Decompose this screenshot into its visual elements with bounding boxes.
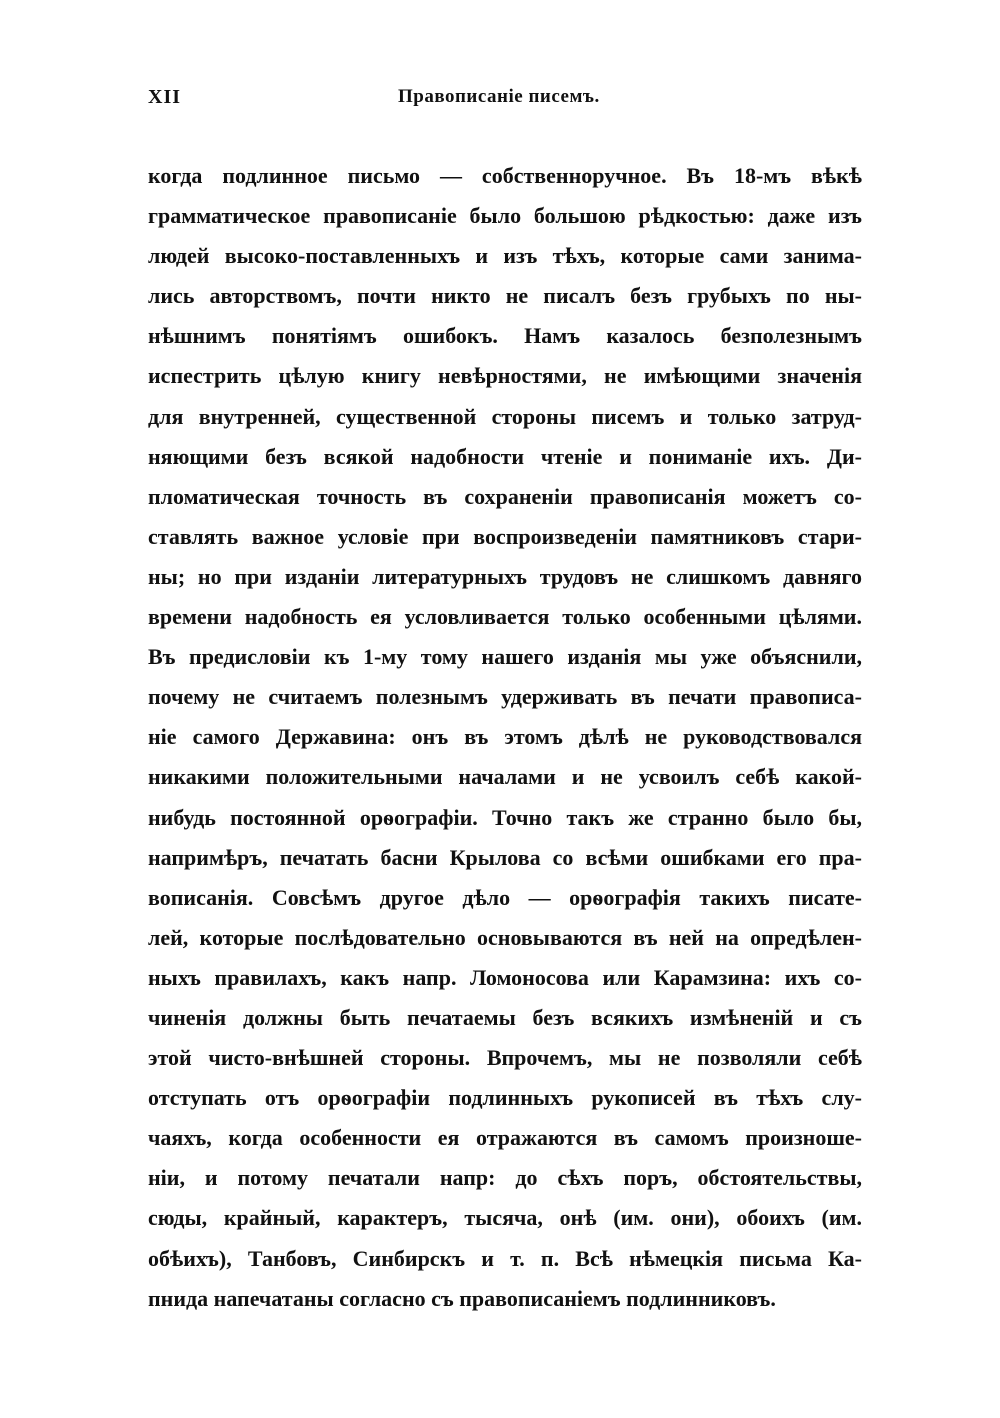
text-line: ніе самого Державина: онъ въ этомъ дѣлѣ не руководствовался [148, 724, 862, 750]
text-line: няющими безъ всякой надобности чтеніе и пониманіе ихъ. Ди- [148, 443, 862, 469]
page-number: XII [148, 86, 182, 108]
text-line: никакими положительными началами и не усвоилъ себѣ какой- [148, 764, 862, 790]
text-line: этой чисто-внѣшней стороны. Впрочемъ, мы не позволяли себѣ [148, 1045, 862, 1071]
text-line: лись авторствомъ, почти никто не писалъ безъ грубыхъ по ны- [148, 283, 862, 309]
text-line: вописанія. Совсѣмъ другое дѣло — орѳографія такихъ писате- [148, 884, 862, 910]
text-line: нѣшнимъ понятіямъ ошибокъ. Намъ казалось безполезнымъ [148, 323, 862, 349]
text-line: ставлять важное условіе при воспроизведеніи памятниковъ стари- [148, 523, 862, 549]
text-line: нибудь постоянной орѳографіи. Точно такъ же странно было бы, [148, 804, 862, 830]
text-line: лей, которые послѣдовательно основываются въ ней на опредѣлен- [148, 924, 862, 950]
text-line: пнида напечатаны согласно съ правописаніемъ подлинниковъ. [148, 1285, 776, 1311]
text-line: когда подлинное письмо — собственноручное. Въ 18-мъ вѣкѣ [148, 163, 862, 188]
text-line: времени надобность ея условливается только особенными цѣлями. [148, 604, 862, 630]
text-line: почему не считаемъ полезнымъ удерживать въ печати правописа- [148, 684, 862, 710]
text-line: пломатическая точность въ сохраненіи правописанія можетъ со- [148, 483, 862, 509]
running-head [148, 86, 858, 116]
text-line: напримѣръ, печатать басни Крылова со всѣми ошибками его пра- [148, 844, 862, 870]
text-line: людей высоко-поставленныхъ и изъ тѣхъ, которые сами занима- [148, 243, 862, 269]
text-line: ныхъ правилахъ, какъ напр. Ломоносова или Карамзина: ихъ со- [148, 964, 862, 990]
text-line: чиненія должны быть печатаемы безъ всякихъ измѣненій и съ [148, 1004, 862, 1030]
text-line: обѣихъ), Танбовъ, Синбирскъ и т. п. Всѣ нѣмецкія письма Ка- [148, 1245, 862, 1271]
text-line: ны; но при изданіи литературныхъ трудовъ не слишкомъ давняго [148, 563, 862, 589]
text-line: Въ предисловіи къ 1-му тому нашего изданія мы уже объяснили, [148, 644, 862, 670]
text-line: для внутренней, существенной стороны писемъ и только затруд- [148, 403, 862, 429]
body-text [148, 156, 862, 1319]
text-line: чаяхъ, когда особенности ея отражаются въ самомъ произноше- [148, 1125, 862, 1151]
text-line: ніи, и потому печатали напр: до сѣхъ поръ, обстоятельствы, [148, 1165, 862, 1191]
text-line: испестрить цѣлую книгу невѣрностями, не имѣющими значенія [148, 363, 862, 389]
text-line: грамматическое правописаніе было большою рѣдкостью: даже изъ [148, 203, 862, 229]
page-title: Правописаніе писемъ. [398, 86, 600, 107]
text-line: отступать отъ орѳографіи подлинныхъ рукописей въ тѣхъ слу- [148, 1085, 862, 1111]
text-line: сюды, крайный, карактеръ, тысяча, онѣ (им. они), обоихъ (им. [148, 1205, 862, 1231]
